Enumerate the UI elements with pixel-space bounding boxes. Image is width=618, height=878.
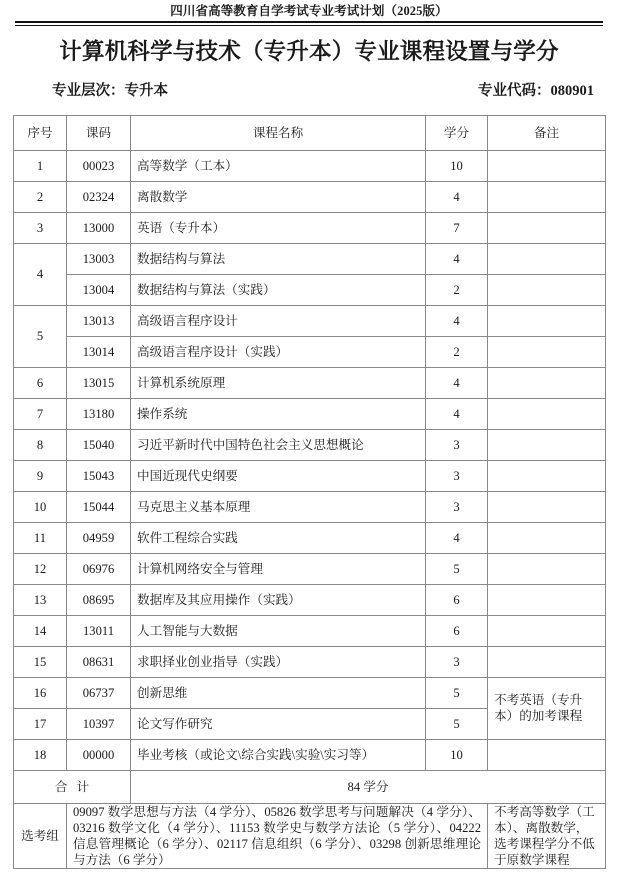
cell-course-code: 06976 <box>67 553 131 584</box>
cell-remark <box>488 181 606 212</box>
column-header-credit: 学分 <box>426 115 488 150</box>
table-row <box>14 584 606 615</box>
table-row <box>14 212 606 243</box>
cell-credit: 3 <box>426 429 488 460</box>
table-body <box>14 150 606 770</box>
running-head: 四川省高等教育自学考试专业考试计划（2025版） <box>170 4 448 18</box>
total-row <box>14 770 606 803</box>
cell-course-code: 00023 <box>67 150 131 181</box>
table-header <box>14 115 606 150</box>
cell-serial-number: 6 <box>14 367 67 398</box>
cell-credit: 2 <box>426 274 488 305</box>
cell-course-code: 15040 <box>67 429 131 460</box>
cell-course-name: 中国近现代史纲要 <box>131 460 426 491</box>
cell-credit: 6 <box>426 615 488 646</box>
cell-serial-number: 13 <box>14 584 67 615</box>
table-row <box>14 181 606 212</box>
column-header-note: 备注 <box>488 115 606 150</box>
cell-course-code: 00000 <box>67 739 131 770</box>
table-row <box>14 491 606 522</box>
cell-course-code: 13015 <box>67 367 131 398</box>
cell-serial-number: 15 <box>14 646 67 677</box>
cell-serial-number: 12 <box>14 553 67 584</box>
cell-credit: 4 <box>426 367 488 398</box>
cell-course-name: 求职择业创业指导（实践） <box>131 646 426 677</box>
cell-remark <box>488 336 606 367</box>
cell-course-code: 13000 <box>67 212 131 243</box>
major-code-label: 专业代码： <box>478 82 551 99</box>
cell-course-name: 马克思主义基本原理 <box>131 491 426 522</box>
cell-credit: 10 <box>426 150 488 181</box>
cell-credit: 4 <box>426 243 488 274</box>
table-row <box>14 677 606 708</box>
cell-course-code: 08631 <box>67 646 131 677</box>
major-level <box>52 81 168 101</box>
column-header-name: 课程名称 <box>131 115 426 150</box>
cell-credit: 4 <box>426 398 488 429</box>
meta-row <box>52 81 594 101</box>
cell-remark <box>488 429 606 460</box>
cell-credit: 5 <box>426 553 488 584</box>
cell-serial-number: 2 <box>14 181 67 212</box>
table-row <box>14 274 606 305</box>
cell-remark <box>488 305 606 336</box>
cell-remark <box>488 367 606 398</box>
cell-course-name: 计算机网络安全与管理 <box>131 553 426 584</box>
cell-course-name: 高等数学（工本） <box>131 150 426 181</box>
cell-remark <box>488 615 606 646</box>
cell-credit: 3 <box>426 646 488 677</box>
cell-course-code: 13004 <box>67 274 131 305</box>
cell-remark <box>488 646 606 677</box>
cell-remark <box>488 212 606 243</box>
cell-remark <box>488 398 606 429</box>
cell-course-code: 02324 <box>67 181 131 212</box>
header-divider-rule <box>15 21 603 26</box>
cell-course-name: 论文写作研究 <box>131 708 426 739</box>
cell-serial-number: 14 <box>14 615 67 646</box>
cell-course-name: 人工智能与大数据 <box>131 615 426 646</box>
cell-course-code: 10397 <box>67 708 131 739</box>
cell-course-code: 13003 <box>67 243 131 274</box>
cell-remark <box>488 553 606 584</box>
cell-remark <box>488 274 606 305</box>
total-value: 84 学分 <box>131 770 606 803</box>
cell-course-name: 数据库及其应用操作（实践） <box>131 584 426 615</box>
cell-serial-number: 16 <box>14 677 67 708</box>
major-level-label: 专业层次： <box>52 82 125 99</box>
cell-serial-number: 7 <box>14 398 67 429</box>
cell-serial-number: 3 <box>14 212 67 243</box>
cell-course-name: 毕业考核（或论文\综合实践\实验\实习等） <box>131 739 426 770</box>
cell-serial-number: 11 <box>14 522 67 553</box>
cell-course-name: 数据结构与算法 <box>131 243 426 274</box>
cell-credit: 5 <box>426 708 488 739</box>
course-table-container <box>13 115 605 869</box>
cell-serial-number: 18 <box>14 739 67 770</box>
cell-remark <box>488 460 606 491</box>
cell-course-code: 13180 <box>67 398 131 429</box>
cell-course-name: 英语（专升本） <box>131 212 426 243</box>
table-row <box>14 522 606 553</box>
cell-course-name: 高级语言程序设计（实践） <box>131 336 426 367</box>
table-row <box>14 646 606 677</box>
cell-course-code: 15043 <box>67 460 131 491</box>
major-code-value: 080901 <box>550 82 594 99</box>
cell-course-code: 04959 <box>67 522 131 553</box>
table-row <box>14 553 606 584</box>
cell-course-name: 操作系统 <box>131 398 426 429</box>
cell-credit: 4 <box>426 522 488 553</box>
page-title: 计算机科学与技术（专升本）专业课程设置与学分 <box>59 38 559 64</box>
total-label: 合计 <box>14 770 131 803</box>
cell-course-code: 08695 <box>67 584 131 615</box>
cell-course-name: 计算机系统原理 <box>131 367 426 398</box>
table-row <box>14 429 606 460</box>
cell-course-code: 15044 <box>67 491 131 522</box>
cell-serial-number: 5 <box>14 305 67 367</box>
major-level-value: 专升本 <box>124 82 168 99</box>
cell-serial-number: 10 <box>14 491 67 522</box>
cell-credit: 2 <box>426 336 488 367</box>
cell-credit: 10 <box>426 739 488 770</box>
cell-remark <box>488 522 606 553</box>
elective-group-note: 不考高等数学（工本）、离散数学，选考课程学分不低于原数学课程 <box>488 803 606 868</box>
cell-course-code: 13013 <box>67 305 131 336</box>
table-row <box>14 367 606 398</box>
table-row <box>14 305 606 336</box>
cell-credit: 3 <box>426 460 488 491</box>
cell-course-name: 高级语言程序设计 <box>131 305 426 336</box>
cell-remark <box>488 243 606 274</box>
table-row <box>14 460 606 491</box>
cell-course-name: 数据结构与算法（实践） <box>131 274 426 305</box>
elective-group-label: 选考组 <box>14 803 67 868</box>
table-row <box>14 398 606 429</box>
cell-course-name: 习近平新时代中国特色社会主义思想概论 <box>131 429 426 460</box>
course-table <box>13 115 606 869</box>
major-code <box>478 81 594 101</box>
cell-serial-number: 9 <box>14 460 67 491</box>
column-header-no: 序号 <box>14 115 67 150</box>
cell-credit: 3 <box>426 491 488 522</box>
cell-credit: 7 <box>426 212 488 243</box>
table-row <box>14 150 606 181</box>
cell-serial-number: 1 <box>14 150 67 181</box>
table-row <box>14 243 606 274</box>
cell-remark <box>488 739 606 770</box>
cell-course-name: 离散数学 <box>131 181 426 212</box>
cell-remark: 不考英语（专升本）的加考课程 <box>488 677 606 739</box>
elective-group-row <box>14 803 606 868</box>
cell-remark <box>488 491 606 522</box>
cell-remark <box>488 150 606 181</box>
cell-credit: 4 <box>426 181 488 212</box>
cell-serial-number: 8 <box>14 429 67 460</box>
cell-course-name: 创新思维 <box>131 677 426 708</box>
cell-credit: 4 <box>426 305 488 336</box>
table-footer <box>14 770 606 868</box>
cell-serial-number: 17 <box>14 708 67 739</box>
table-row <box>14 615 606 646</box>
table-row <box>14 739 606 770</box>
table-header-row <box>14 115 606 150</box>
cell-remark <box>488 584 606 615</box>
column-header-code: 课码 <box>67 115 131 150</box>
cell-course-code: 13014 <box>67 336 131 367</box>
cell-serial-number: 4 <box>14 243 67 305</box>
cell-course-name: 软件工程综合实践 <box>131 522 426 553</box>
table-row <box>14 336 606 367</box>
cell-credit: 6 <box>426 584 488 615</box>
cell-credit: 5 <box>426 677 488 708</box>
elective-group-courses: 09097 数学思想与方法（4 学分）、05826 数学思考与问题解决（4 学分）、03216 数学文化（4 学分）、11153 数学史与数学方法论（5 学分）、04222 信息管理概论（6 学分）、02117 信息组织（6 学分）、03298 创新思维理论与方法（6 学分） <box>67 803 488 868</box>
cell-course-code: 13011 <box>67 615 131 646</box>
cell-course-code: 06737 <box>67 677 131 708</box>
